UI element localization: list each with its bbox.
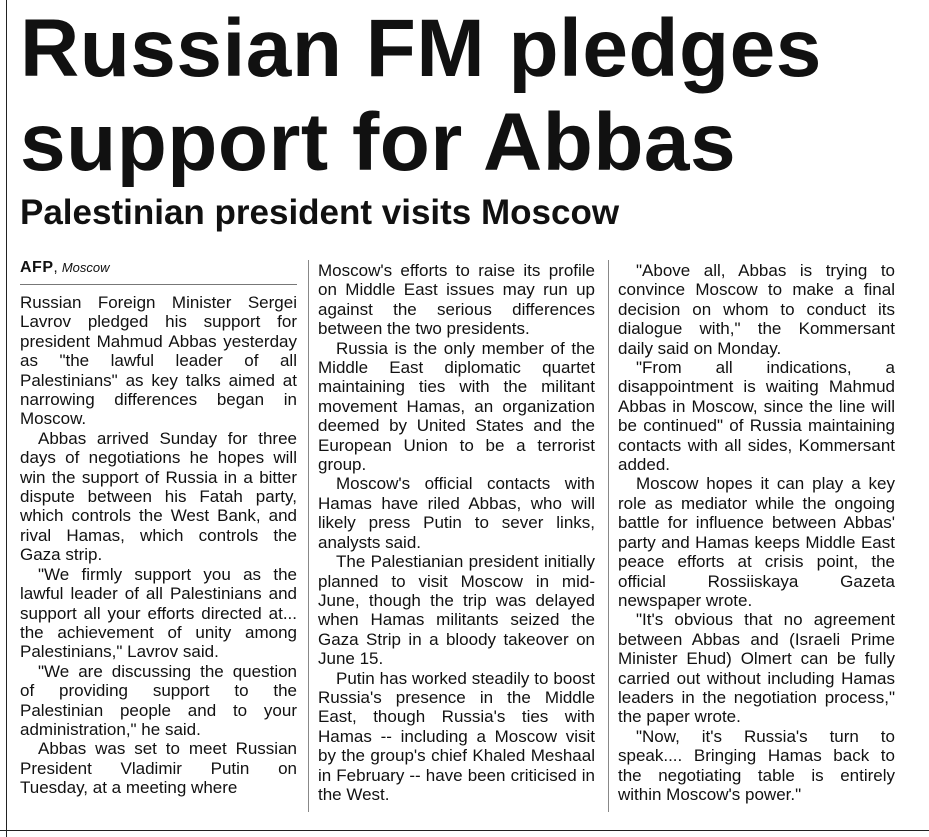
paragraph: "Above all, Abbas is trying to convince Moscow to make a final decision on whom to conduct its dialogue with," the Kommersant daily said on Monday. — [618, 261, 895, 358]
paragraph: "From all indications, a disappointment is waiting Mahmud Abbas in Moscow, since the line will be continued" of Russia maintaining contacts with all sides, Kommersant added. — [618, 358, 895, 475]
paragraph: "Now, it's Russia's turn to speak.... Bringing Hamas back to the negotiating table is entirely within Moscow's power." — [618, 726, 895, 804]
paragraph: Abbas arrived Sunday for three days of negotiations he hopes will win the support of Russia in a bitter dispute between his Fatah party, which controls the West Bank, and rival Hamas, which controls the Gaza strip. — [20, 428, 297, 565]
page-bottom-rule — [0, 830, 929, 831]
article-column-2 — [318, 261, 595, 804]
paragraph: The Palestianian president initially planned to visit Moscow in mid-June, though the trip was delayed when Hamas militants seized the Gaza Strip in a bloody takeover on June 15. — [318, 552, 595, 669]
article-body — [20, 258, 900, 818]
paragraph: Moscow's official contacts with Hamas have riled Abbas, who will likely press Putin to sever links, analysts said. — [318, 474, 595, 552]
column-divider — [608, 260, 609, 812]
page-left-rule — [6, 0, 7, 837]
subheadline: Palestinian president visits Moscow — [20, 193, 620, 232]
byline-agency: AFP — [20, 259, 54, 276]
paragraph: "We firmly support you as the lawful leader of all Palestinians and support all your efforts directed at... the achievement of unity among Palestinians," Lavrov said. — [20, 564, 297, 662]
paragraph: Abbas was set to meet Russian President Vladimir Putin on Tuesday, at a meeting where — [20, 739, 297, 798]
paragraph: Moscow's efforts to raise its profile on Middle East issues may run up against the serious differences between the two presidents. — [318, 261, 595, 339]
paragraph: "We are discussing the question of providing support to the Palestinian people and to your administration," he said. — [20, 661, 297, 739]
byline — [20, 258, 297, 285]
article-column-3 — [618, 261, 895, 804]
article-column-1 — [20, 258, 297, 798]
column-divider — [308, 260, 309, 812]
paragraph: Putin has worked steadily to boost Russia's presence in the Middle East, though Russia's ties with Hamas -- including a Moscow visit by the group's chief Khaled Meshaal in February -- have been criticised in the West. — [318, 668, 595, 804]
paragraph: Russia is the only member of the Middle East diplomatic quartet maintaining ties with the militant movement Hamas, an organization deemed by United States and the European Union to be a terrorist group. — [318, 338, 595, 475]
byline-dateline: Moscow — [61, 260, 110, 275]
paragraph: "It's obvious that no agreement between Abbas and (Israeli Prime Minister Ehud) Olmert can be fully carried out without including Hamas leaders in the negotiation process," the paper wrote. — [618, 610, 895, 727]
headline: Russian FM pledges support for Abbas — [20, 3, 822, 188]
paragraph: Moscow hopes it can play a key role as mediator while the ongoing battle for influence between Abbas' party and Hamas keeps Middle East peace efforts at crisis point, the official Rossiiskaya Gazeta newspaper wrote. — [618, 474, 895, 610]
byline-separator: , — [53, 259, 62, 276]
paragraph: Russian Foreign Minister Sergei Lavrov pledged his support for president Mahmud Abbas yesterday as "the lawful leader of all Palestinians" as key talks aimed at narrowing differences began in Moscow. — [20, 293, 297, 429]
